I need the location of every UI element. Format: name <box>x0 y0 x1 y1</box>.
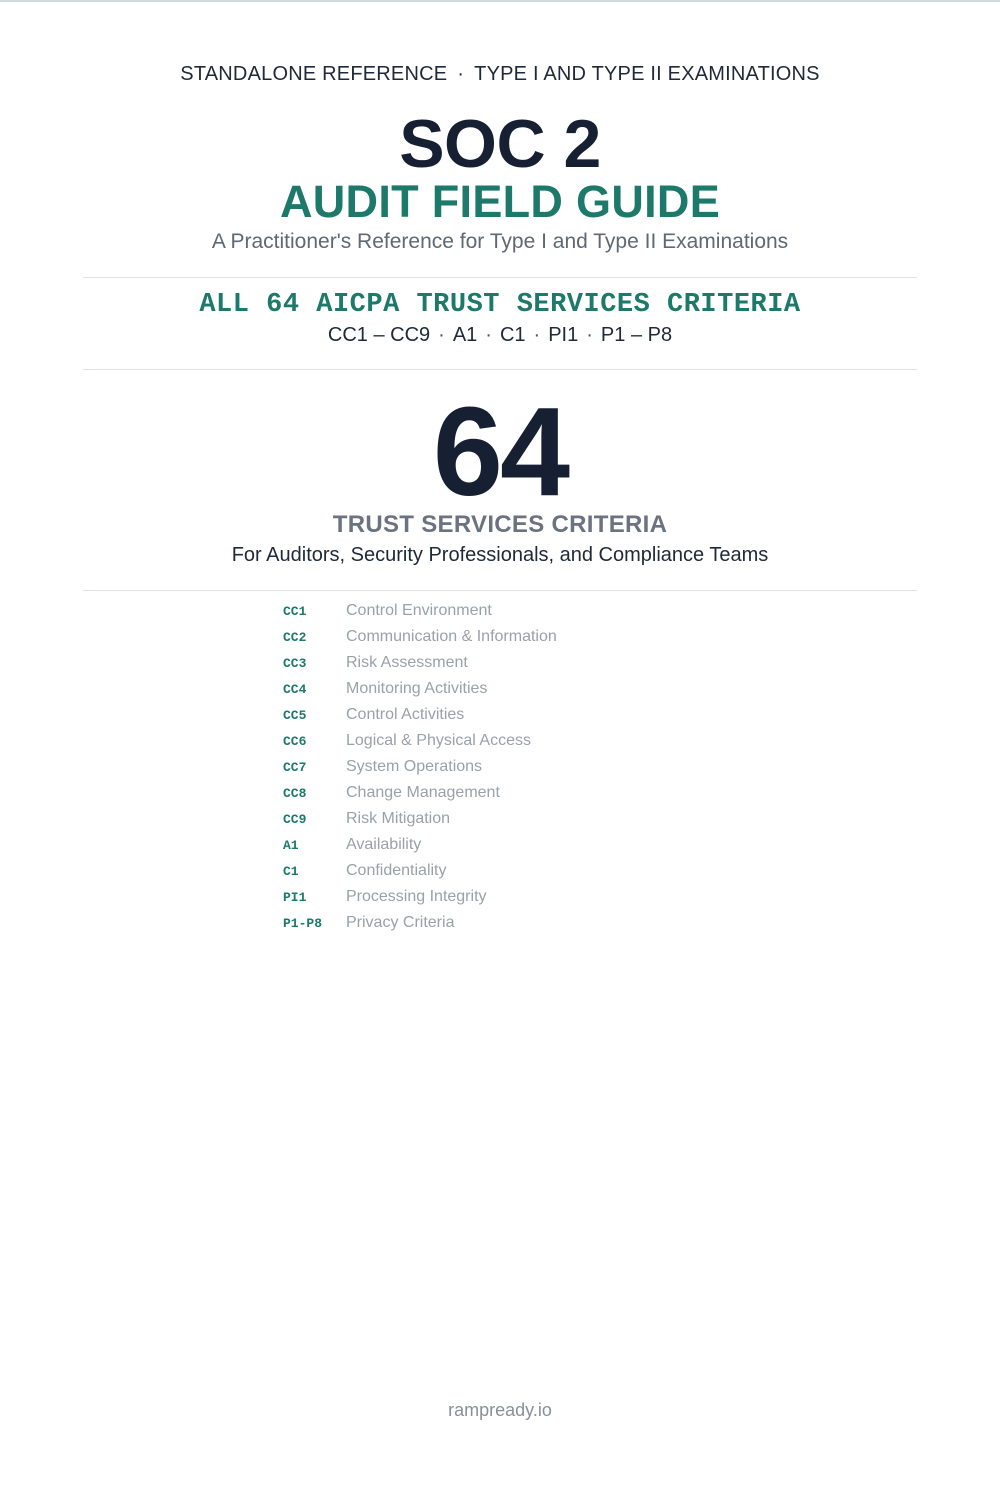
eyebrow-left: STANDALONE REFERENCE <box>180 63 448 85</box>
criteria-groups <box>0 324 1000 347</box>
divider-middle <box>83 369 917 370</box>
divider-top <box>83 277 917 278</box>
criteria-name: Logical & Physical Access <box>346 732 531 749</box>
criteria-name: Change Management <box>346 784 500 801</box>
divider-bottom <box>83 590 917 591</box>
eyebrow-right: TYPE I AND TYPE II EXAMINATIONS <box>474 63 820 85</box>
criteria-code: CC9 <box>283 811 307 827</box>
criteria-heading: ALL 64 AICPA TRUST SERVICES CRITERIA <box>199 290 801 320</box>
criteria-code: CC7 <box>283 759 307 775</box>
tagline: A Practitioner's Reference for Type I and Type II Examinations <box>211 230 789 253</box>
list-item <box>283 702 557 728</box>
criteria-code: PI1 <box>283 889 307 905</box>
criteria-code: CC3 <box>283 655 307 671</box>
list-item <box>283 910 557 936</box>
criteria-name: Risk Assessment <box>346 654 468 671</box>
criteria-group-separator: · <box>438 324 445 346</box>
list-item <box>283 754 557 780</box>
criteria-name: Control Activities <box>346 706 465 723</box>
list-item <box>283 832 557 858</box>
criteria-name: Privacy Criteria <box>346 914 455 931</box>
criteria-code: A1 <box>283 837 299 853</box>
audience-line: For Auditors, Security Professionals, and Compliance Teams <box>231 544 769 566</box>
criteria-group: A1 <box>452 324 478 346</box>
criteria-group: C1 <box>499 324 526 346</box>
criteria-name: Processing Integrity <box>346 888 487 905</box>
list-item <box>283 858 557 884</box>
criteria-code: CC6 <box>283 733 307 749</box>
list-item <box>283 884 557 910</box>
criteria-code: CC5 <box>283 707 307 723</box>
criteria-code: CC4 <box>283 681 307 697</box>
criteria-group-separator: · <box>533 324 541 346</box>
list-item <box>283 598 557 624</box>
page-title: SOC 2 <box>399 106 601 182</box>
list-item <box>283 728 557 754</box>
criteria-code: CC2 <box>283 629 307 645</box>
list-item <box>283 650 557 676</box>
criteria-code: CC8 <box>283 785 307 801</box>
page-subtitle: AUDIT FIELD GUIDE <box>279 176 721 227</box>
criteria-group: P1 – P8 <box>600 324 673 346</box>
eyebrow <box>0 63 1000 86</box>
criteria-name: Monitoring Activities <box>346 680 488 697</box>
criteria-group-separator: · <box>485 324 492 346</box>
criteria-group: PI1 <box>548 324 579 346</box>
list-item <box>283 806 557 832</box>
criteria-name: Availability <box>346 836 422 853</box>
top-rule <box>0 0 1000 2</box>
criteria-code: CC1 <box>283 603 307 619</box>
footer-site: rampready.io <box>448 1400 552 1420</box>
list-item <box>283 624 557 650</box>
criteria-name: Communication & Information <box>346 628 557 645</box>
criteria-group-separator: · <box>586 324 593 346</box>
criteria-list <box>283 598 557 936</box>
criteria-name: Confidentiality <box>346 862 447 879</box>
criteria-name: Risk Mitigation <box>346 810 451 827</box>
criteria-name: System Operations <box>346 758 483 775</box>
criteria-count: 64 <box>432 381 568 522</box>
list-item <box>283 780 557 806</box>
eyebrow-separator: · <box>457 63 465 85</box>
list-item <box>283 676 557 702</box>
criteria-count-label: TRUST SERVICES CRITERIA <box>332 511 668 538</box>
criteria-group: CC1 – CC9 <box>327 324 431 346</box>
criteria-code: C1 <box>283 863 299 879</box>
criteria-code: P1-P8 <box>283 915 323 931</box>
criteria-name: Control Environment <box>346 602 492 619</box>
